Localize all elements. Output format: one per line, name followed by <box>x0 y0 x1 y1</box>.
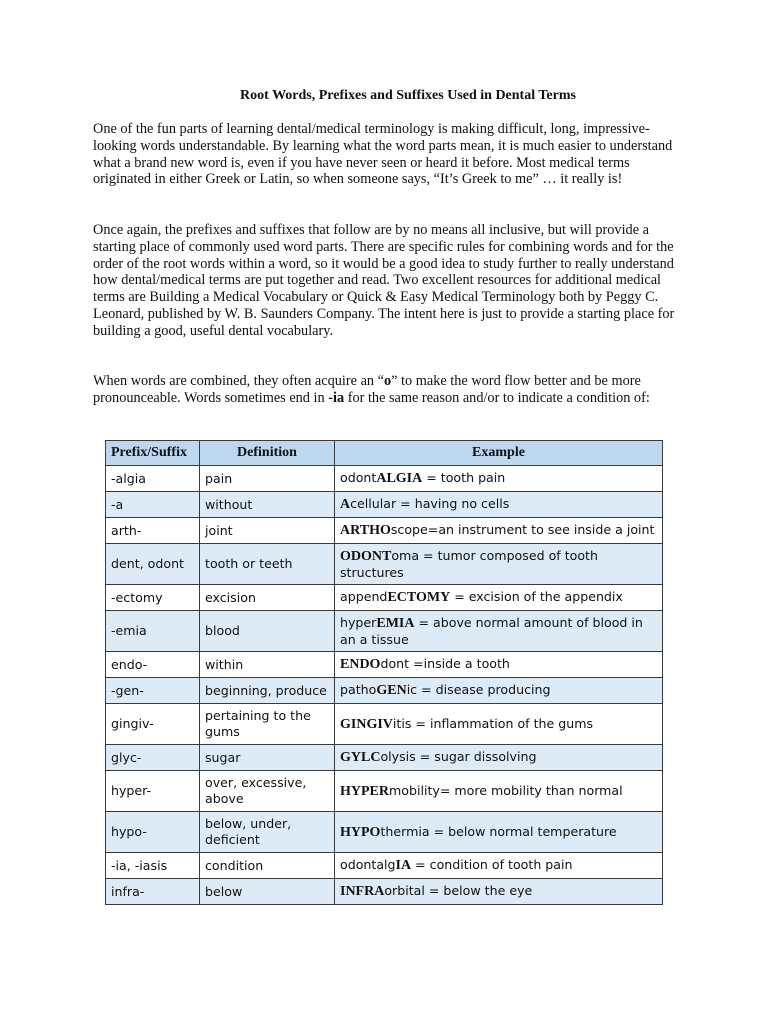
example-keyword: GINGIV <box>340 716 393 732</box>
prefix-cell: -gen- <box>106 678 200 704</box>
table-row <box>106 544 663 585</box>
example-cell <box>335 544 663 585</box>
example-keyword: ARTHO <box>340 523 391 538</box>
table-row <box>106 466 663 492</box>
table-row <box>106 879 663 905</box>
definition-cell: over, excessive, above <box>200 771 335 812</box>
example-keyword: EMIA <box>376 615 415 631</box>
table-row <box>106 518 663 544</box>
definition-cell: below, under, deficient <box>200 812 335 853</box>
paragraph-text: When words are combined, they often acquire an “ <box>93 373 384 389</box>
example-post: = excision of the appendix <box>450 589 623 604</box>
example-post: = above normal amount of blood in an a tissue <box>340 614 643 647</box>
intro-paragraph: One of the fun parts of learning dental/medical terminology is making difficult, long, impressive-looking words understandable. By learning what the word parts mean, it is much easier to understand what a brand new word is, even if you have never seen or heard it before. Most medical terms originated in either Greek or Latin, so when someone says, “It’s Greek to me” … it really is! <box>93 121 673 188</box>
definition-cell: within <box>200 652 335 678</box>
definition-cell: beginning, produce <box>200 678 335 704</box>
definition-cell: below <box>200 879 335 905</box>
resources-paragraph: Once again, the prefixes and suffixes that follow are by no means all inclusive, but will provide a starting place of commonly used word parts. There are specific rules for combining words and for the order of the root words within a word, so it would be a good idea to study further to really understand how dental/medical terms are put together and read. Two excellent resources for additional medical terms are Building a Medical Vocabulary or Quick & Easy Medical Terminology both by Peggy C. Leonard, published by W. B. Saunders Company. The intent here is just to provide a starting place for building a good, useful dental vocabulary. <box>93 222 675 339</box>
example-keyword: GYLC <box>340 750 381 765</box>
example-post: cellular = having no cells <box>350 496 510 511</box>
table-row <box>106 652 663 678</box>
example-cell <box>335 678 663 704</box>
table-row <box>106 812 663 853</box>
prefix-cell: -ia, -iasis <box>106 853 200 879</box>
example-keyword: ECTOMY <box>387 590 451 605</box>
prefix-cell: glyc- <box>106 745 200 771</box>
table-row <box>106 704 663 745</box>
table-row <box>106 492 663 518</box>
example-keyword: IA <box>395 858 412 873</box>
table-row <box>106 611 663 652</box>
prefix-cell: hypo- <box>106 812 200 853</box>
example-pre: odontalg <box>340 857 396 872</box>
definition-cell: blood <box>200 611 335 652</box>
table-row <box>106 771 663 812</box>
example-post: itis = inflammation of the gums <box>392 715 594 731</box>
example-post: scope=an instrument to see inside a joint <box>390 522 655 537</box>
example-keyword: HYPER <box>340 783 389 799</box>
example-keyword: ENDO <box>340 657 381 672</box>
prefix-cell: -emia <box>106 611 200 652</box>
definition-cell: without <box>200 492 335 518</box>
example-post: ic = disease producing <box>406 682 551 697</box>
example-keyword: HYPO <box>340 824 381 840</box>
table-row <box>106 745 663 771</box>
combining-paragraph <box>93 373 683 407</box>
example-pre: hyper <box>340 614 377 630</box>
prefix-cell: -ectomy <box>106 585 200 611</box>
example-post: = tooth pain <box>422 470 506 485</box>
header-definition: Definition <box>200 441 335 466</box>
bold-letter-o: o <box>383 373 392 389</box>
example-post: orbital = below the eye <box>384 883 533 898</box>
definition-cell: joint <box>200 518 335 544</box>
prefix-cell: hyper- <box>106 771 200 812</box>
prefix-cell: -algia <box>106 466 200 492</box>
prefix-cell: arth- <box>106 518 200 544</box>
prefix-cell: dent, odont <box>106 544 200 585</box>
table-row <box>106 678 663 704</box>
table-header-row <box>106 441 663 466</box>
definition-cell: tooth or teeth <box>200 544 335 585</box>
example-keyword: INFRA <box>340 884 385 899</box>
example-post: = condition of tooth pain <box>411 857 573 872</box>
example-cell <box>335 652 663 678</box>
table-row <box>106 585 663 611</box>
example-pre: append <box>340 589 388 604</box>
example-keyword: GEN <box>376 683 407 698</box>
definition-cell: pertaining to the gums <box>200 704 335 745</box>
definition-cell: excision <box>200 585 335 611</box>
example-cell <box>335 812 663 853</box>
example-post: dont =inside a tooth <box>380 656 510 671</box>
example-keyword: ALGIA <box>376 471 423 486</box>
definition-cell: sugar <box>200 745 335 771</box>
example-pre: patho <box>340 682 377 697</box>
example-cell <box>335 879 663 905</box>
paragraph-text: ” to make the word flow better and be more pronounceable. Words sometimes end in <box>93 373 641 406</box>
example-keyword: ODONT <box>340 548 392 564</box>
header-example: Example <box>335 441 663 466</box>
definition-cell: condition <box>200 853 335 879</box>
definition-cell: pain <box>200 466 335 492</box>
paragraph-text: for the same reason and/or to indicate a condition of: <box>344 389 650 406</box>
example-cell <box>335 611 663 652</box>
example-cell <box>335 585 663 611</box>
prefix-cell: infra- <box>106 879 200 905</box>
prefix-cell: -a <box>106 492 200 518</box>
table-row <box>106 853 663 879</box>
header-prefix: Prefix/Suffix <box>106 441 200 466</box>
example-keyword: A <box>340 497 351 512</box>
prefix-cell: gingiv- <box>106 704 200 745</box>
example-cell <box>335 704 663 745</box>
example-cell <box>335 771 663 812</box>
terms-table-body <box>106 466 663 905</box>
example-cell <box>335 492 663 518</box>
example-cell <box>335 518 663 544</box>
page-title: Root Words, Prefixes and Suffixes Used in Dental Terms <box>240 88 576 103</box>
example-post: oma = tumor composed of tooth structures <box>340 547 598 580</box>
prefix-cell: endo- <box>106 652 200 678</box>
example-post: thermia = below normal temperature <box>380 823 617 839</box>
example-post: olysis = sugar dissolving <box>380 749 537 764</box>
bold-suffix-ia: -ia <box>328 389 345 406</box>
example-post: mobility= more mobility than normal <box>389 782 623 798</box>
example-cell <box>335 466 663 492</box>
example-cell <box>335 853 663 879</box>
example-pre: odont <box>340 470 377 485</box>
example-cell <box>335 745 663 771</box>
terms-table <box>105 440 663 905</box>
